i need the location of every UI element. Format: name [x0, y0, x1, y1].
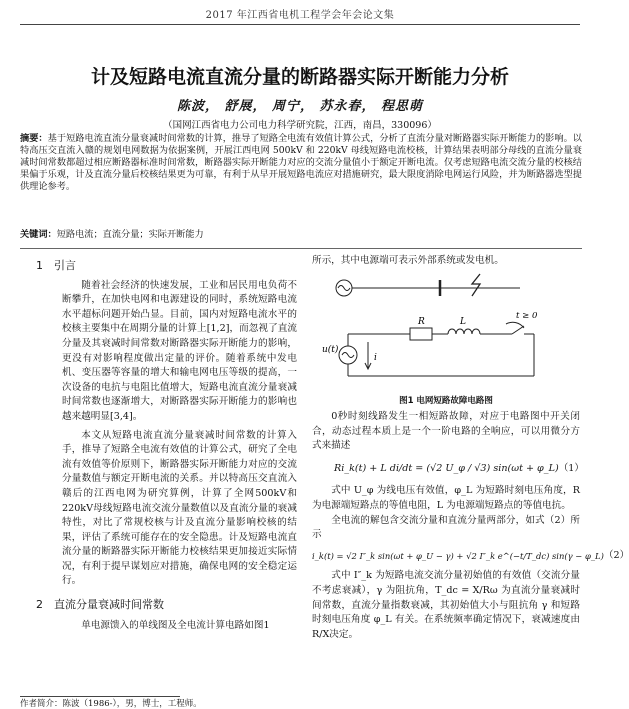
figure-1-caption: 图1 电网短路故障电路图 [399, 396, 493, 406]
abstract-label: 摘要： [20, 133, 48, 144]
equation-1 [334, 462, 584, 477]
paper-title: 计及短路电流直流分量的断路器实际开断能力分析 [90, 66, 509, 88]
intro-paragraph-2: 本文从短路电流直流分量衰减时间常数的计算入手，推导了短路全电流有效值的计算公式，研究了全电流有效值等价原则下，断路器实际开断能力对应的交流分量数值与额定开断电流的关系。并以特高压交直流入赣后的江西电网为研究算例，计算了全网500kV和220kV母线短路电流交流分量数值以及直流分量的衰减特性，对比了常规校核与计及直流分量影响校核的结果，评估了系统可能存在的安全隐患。计及短路电流直流分量的断路器实际开断能力校核结果更加接近实际情况，有利于提早谋划应对措施，确保电网的安全稳定运行。 [62, 429, 297, 587]
author-footnote: 作者简介：陈波（1986-），男，博士，工程师。 [20, 699, 202, 709]
equation-2-body: i_k(t) = √2 I″_k sin(ωt + φ_U − γ) + √2 I″_k e^(−t/T_dc) sin(γ − φ_L) [312, 550, 604, 561]
source-label: u(t) [322, 345, 339, 355]
keywords [20, 226, 582, 240]
single-line-diagram [336, 274, 520, 296]
section-divider [20, 248, 582, 249]
switch-action-arc [506, 322, 524, 328]
section-2-heading: 2 直流分量衰减时间常数 [36, 598, 164, 612]
equation-2-explanation: 式中 I″_k 为短路电流交流分量初始值的有效值（交流分量不考虑衰减），γ 为阻抗角，T_dc = X/Rω 为直流分量衰减时间常数，直流分量指数衰减，其初始值大小与阻抗角 γ 和短路时刻电压角度 φ_L 有关。在系统频率确定情况下，衰减速度由R/X决定。 [312, 570, 580, 640]
source-sine-symbol [342, 353, 354, 358]
equation-1-body: Ri_k(t) + L di/dt = (√2 U_φ / √3) sin(ωt + φ_L) [334, 462, 559, 474]
keywords-text: 短路电流；直流分量；实际开断能力 [56, 229, 204, 240]
current-label: i [374, 353, 377, 363]
circuit-figure [320, 272, 570, 390]
section-1-heading: 1 引言 [36, 259, 76, 272]
inductor-label: L [460, 317, 466, 327]
keywords-label: 关键词： [20, 229, 57, 240]
header-rule [20, 24, 580, 25]
left-column [36, 256, 297, 633]
paper-affiliation: （国网江西省电力公司电力科学研究院，江西，南昌，330096） [163, 120, 437, 131]
solution-paragraph: 全电流的解包含交流分量和直流分量两部分，如式（2）所示 [312, 514, 580, 541]
equation-2-number: （2） [603, 549, 629, 561]
equation-1-number: （1） [558, 462, 584, 474]
resistor-symbol [410, 328, 432, 340]
equation-1-explanation: 式中 U_φ 为线电压有效值，φ_L 为短路时刻电压角度，R 为电源端短路点的等值电阻，L 为电源端短路点的等值电抗。 [312, 485, 580, 511]
equation-2 [312, 549, 629, 564]
fault-lightning-icon [472, 274, 480, 296]
switch-label: t ≥ 0 [516, 311, 538, 321]
intro-paragraph-1: 随着社会经济的快速发展，工业和居民用电负荷不断攀升，在加快电网和电源建设的同时，系统短路电流水平超标问题开始凸显。目前，国内对短路电流水平的校核主要集中在周期分量的计算上[1,2]，而忽视了直流分量及其衰减时间常数对断路器实际开断能力的影响，更没有对影响程度做出定量的评价。随着系统中发电机、变压器等容量的增大和输电网电压等级的提高，一次设备的电抗与电阻比值增大，短路电流直流分量衰减时间常数也逐渐增大，对断路器实际开断能力的影响也越来越明显[3,4]。 [62, 279, 297, 422]
inductor-symbol [448, 329, 480, 334]
abstract-text: 基于短路电流直流分量衰减时间常数的计算，推导了短路全电流有效值计算公式，分析了直流分量对断路器实际开断能力的影响。以特高压交直流入赣的规划电网数据为依据案例，开展江西电网 500kV 和 220kV 母线短路电流校核，计算结果表明部分母线的直流分量衰减时间常数都超过相应断路器标准时间常数，断路器实际开断能力对应的交流分量值小于额定开断电流。仅考虑短路电流交流分量的校核结果偏于乐观，计及直流分量后校核结果更为可靠，有利于从早开展短路电流应对措施研究，最大限度消除电网运行风险，并为断路器选型提供理论参考。 [20, 133, 582, 192]
right-column [312, 254, 580, 269]
section-2-paragraph: 单电源馈入的单线图及全电流计算电路如图1 [81, 619, 270, 631]
running-head: 2017 年江西省电机工程学会年会论文集 [205, 10, 395, 21]
equivalent-circuit [339, 322, 534, 376]
circuit-description: 0秒时刻线路发生一相短路故障，对应于电路图中开关闭合，动态过程本质上是一个一阶电路的全响应，可以用微分方式来描述 [312, 411, 580, 452]
paper-authors: 陈波， 舒展， 周宁， 苏永春， 程思萌 [176, 99, 424, 114]
switch-symbol [512, 326, 524, 334]
figure-intro-text: 所示，其中电源端可表示外部系统或发电机。 [312, 255, 504, 266]
abstract [20, 133, 582, 193]
resistor-label: R [418, 317, 425, 327]
generator-sine-symbol [338, 286, 350, 291]
right-column-body [312, 410, 629, 642]
